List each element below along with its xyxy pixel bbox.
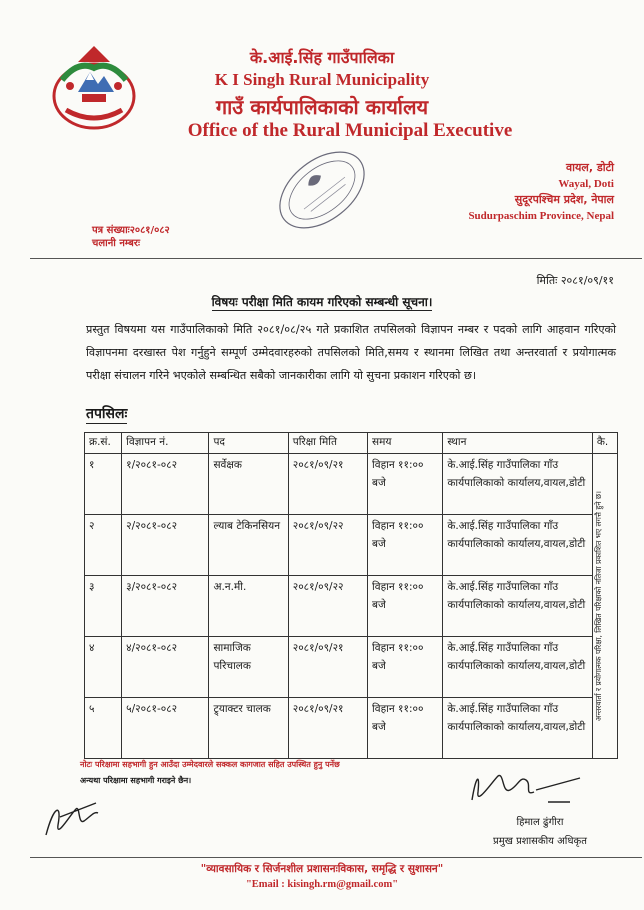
cell-adv-no: ४/२०८१-०८२ — [122, 637, 209, 698]
notice-body: प्रस्तुत विषयमा यस गाउँपालिकाको मिति २०८१/०८/२५ गते प्रकाशित तपसिलको विज्ञापन नम्बर र पदको लागि आहवान गरिएको विज्ञापनमा दरखास्त पेश गर्नुहुने सम्पूर्ण उम्मेदवारहरुको तपसिलको मिति,समय र स्थानमा लिखित तथा अन्तरवार्ता र प्रयोगात्मक परीक्षा संचालन गरिने भएकोले सम्बन्धित सबैको जानकारीका लागि यो सुचना प्रकाशन गरिएको छ। — [86, 323, 616, 382]
cell-post: ल्याब टेकिनसियन — [209, 515, 288, 576]
dispatch-number: चलानी नम्बरः — [92, 238, 140, 249]
cell-exam-date: २०८१/०९/२२ — [288, 576, 367, 637]
cell-time: विहान ११:०० बजे — [368, 698, 443, 759]
municipality-name-nepali: के.आई.सिंह गाउँपालिका — [249, 48, 395, 67]
notice-subject — [0, 293, 644, 310]
reference-block — [92, 224, 170, 250]
cell-exam-date: २०८१/०९/२२ — [288, 515, 367, 576]
col-header-remarks: कै. — [592, 433, 617, 454]
cell-time: विहान ११:०० बजे — [368, 576, 443, 637]
footer-divider — [30, 857, 642, 858]
col-header-exam-date: परिक्षा मिति — [288, 433, 367, 454]
note-line2: अन्यथा परिक्षामा सहभागी गराइने छैन। — [80, 776, 192, 785]
cell-sn: १ — [85, 454, 122, 515]
cell-adv-no: २/२०८१-०८२ — [122, 515, 209, 576]
cell-venue: के.आई.सिंह गाउँपालिका गाँउ कार्यपालिकाको कार्यालय,वायल,डोटी — [443, 637, 593, 698]
cell-time: विहान ११:०० बजे — [368, 454, 443, 515]
signatory-title: प्रमुख प्रशासकीय अधिकृत — [493, 836, 587, 847]
cell-exam-date: २०८१/०९/२१ — [288, 698, 367, 759]
cell-exam-date: २०८१/०९/२१ — [288, 637, 367, 698]
cell-post: सर्वेक्षक — [209, 454, 288, 515]
header-divider — [30, 258, 642, 259]
address-line1-english: Wayal, Doti — [558, 178, 614, 190]
municipality-name-english: K I Singh Rural Municipality — [214, 70, 430, 89]
cell-adv-no: ५/२०८१-०८२ — [122, 698, 209, 759]
table-row — [85, 515, 618, 576]
col-header-sn: क्र.सं. — [85, 433, 122, 454]
cell-post: अ.न.मी. — [209, 576, 288, 637]
signatory-name: हिमाल ढुंगीरा — [516, 817, 564, 828]
col-header-post: पद — [209, 433, 288, 454]
note-line1: नोटः परिक्षामा सहभागी हुन आउँदा उम्मेदवारले सक्कल कागजात सहित उपस्थित हुनु पर्नेछ — [80, 760, 340, 769]
cell-adv-no: १/२०८१-०८२ — [122, 454, 209, 515]
cell-venue: के.आई.सिंह गाउँपालिका गाँउ कार्यपालिकाको कार्यालय,वायल,डोटी — [443, 698, 593, 759]
address-line2-nepali: सुदूरपश्चिम प्रदेश, नेपाल — [514, 193, 614, 206]
cell-post: ट्र्याक्टर चालक — [209, 698, 288, 759]
cell-venue: के.आई.सिंह गाउँपालिका गाँउ कार्यपालिकाको कार्यालय,वायल,डोटी — [443, 454, 593, 515]
subject-text: विषयः परीक्षा मिति कायम गरिएको सम्बन्धी सूचना। — [211, 295, 433, 309]
cell-sn: ४ — [85, 637, 122, 698]
exam-schedule-table — [84, 432, 618, 759]
letter-number: पत्र संख्याः२०८१/०८२ — [92, 225, 170, 236]
col-header-adv-no: विज्ञापन नं. — [122, 433, 209, 454]
office-name-nepali: गाउँ कार्यपालिकाको कार्यालय — [215, 95, 429, 119]
table-row — [85, 454, 618, 515]
footer-email: "Email : kisingh.rm@gmail.com" — [245, 879, 399, 890]
office-address — [468, 160, 614, 224]
schedule-heading: तपसिलः — [86, 406, 128, 422]
cell-post: सामाजिक परिचालक — [209, 637, 288, 698]
cell-remarks — [592, 454, 617, 759]
notice-note — [80, 757, 340, 789]
cell-time: विहान ११:०० बजे — [368, 515, 443, 576]
col-header-venue: स्थान — [443, 433, 593, 454]
table-row — [85, 576, 618, 637]
footer-slogan: "व्यावसायिक र सिर्जनशील प्रशासनःविकास, समृद्धि र सुशासन" — [200, 863, 444, 875]
left-signature-icon — [40, 795, 110, 845]
table-header-row — [85, 433, 618, 454]
signatory-block — [480, 813, 600, 851]
table-row — [85, 698, 618, 759]
office-seal-stamp — [270, 148, 374, 232]
cell-exam-date: २०८१/०९/२१ — [288, 454, 367, 515]
address-line2-english: Sudurpaschim Province, Nepal — [468, 210, 614, 222]
address-line1-nepali: वायल, डोटी — [566, 161, 614, 174]
cell-time: विहान ११:०० बजे — [368, 637, 443, 698]
officer-signature-icon — [462, 766, 594, 810]
cell-adv-no: ३/२०८१-०८२ — [122, 576, 209, 637]
cell-venue: के.आई.सिंह गाउँपालिका गाँउ कार्यपालिकाको कार्यालय,वायल,डोटी — [443, 515, 593, 576]
cell-sn: ५ — [85, 698, 122, 759]
table-row — [85, 637, 618, 698]
col-header-time: समय — [368, 433, 443, 454]
cell-sn: २ — [85, 515, 122, 576]
cell-venue: के.आई.सिंह गाउँपालिका गाँउ कार्यपालिकाको कार्यालय,वायल,डोटी — [443, 576, 593, 637]
remarks-text: अन्तरवार्ता र प्रयोगात्मक परिक्षा, लिखित परिक्षाको नतिजा प्रकाशित भए लगत्तै हुने छ। — [593, 490, 603, 722]
office-name-english: Office of the Rural Municipal Executive — [187, 120, 513, 141]
cell-sn: ३ — [85, 576, 122, 637]
notice-date: मितिः २०८१/०९/११ — [536, 274, 614, 287]
